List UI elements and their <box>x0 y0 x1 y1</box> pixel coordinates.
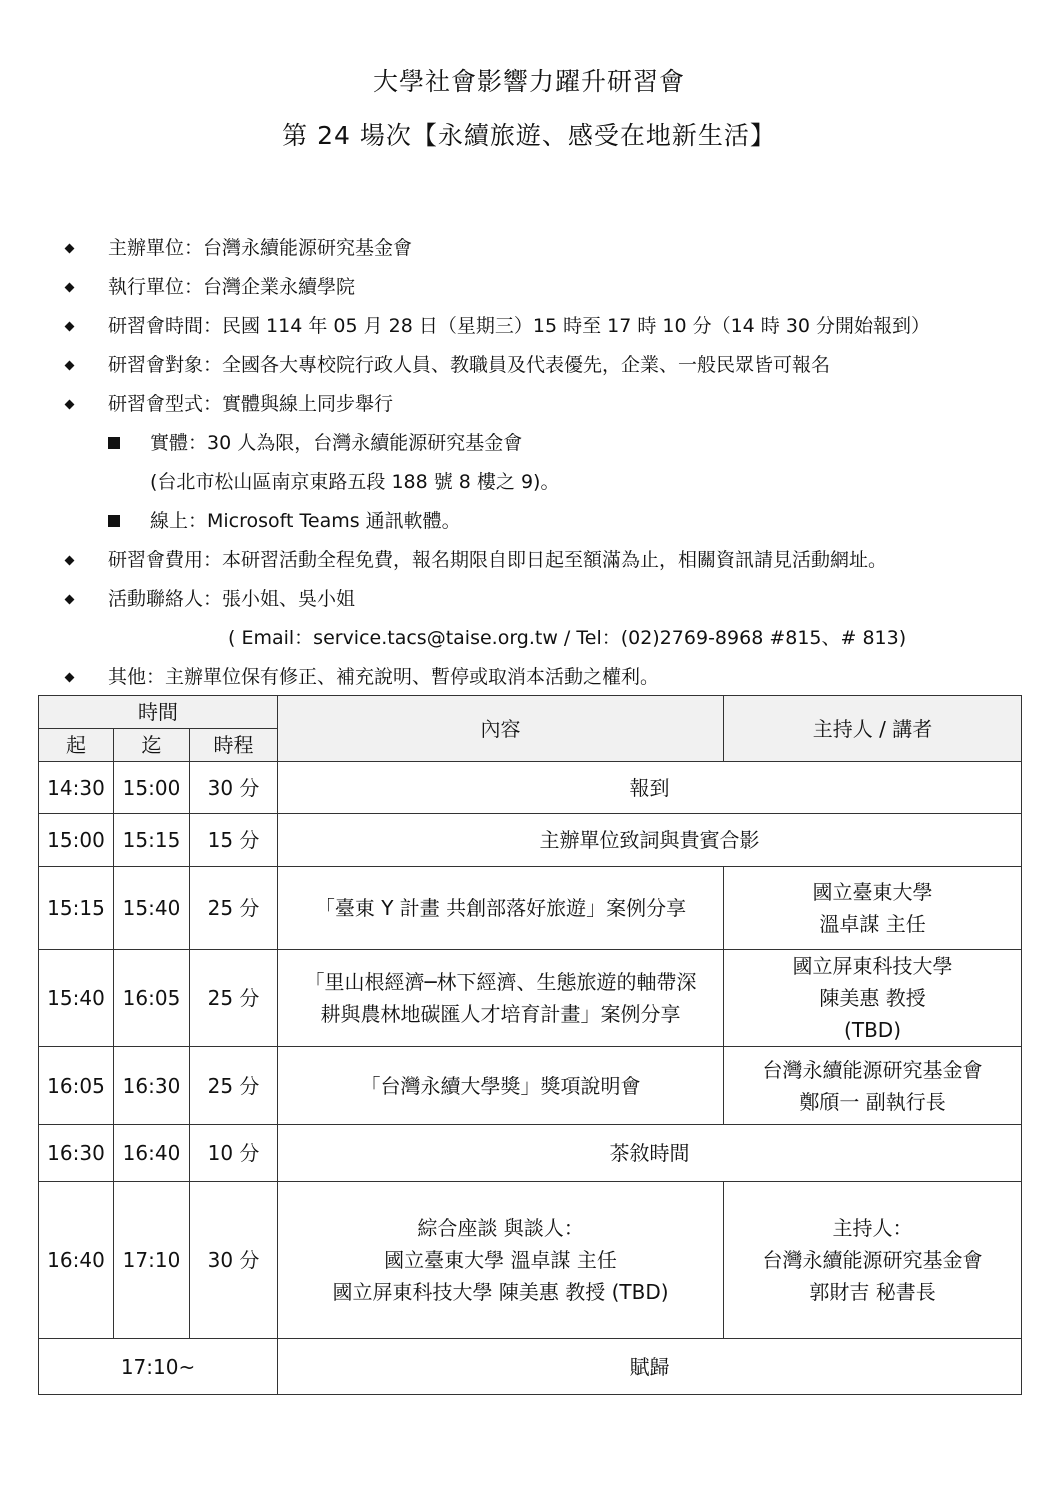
cell-end: 16:30 <box>114 1047 190 1125</box>
table-row <box>39 1047 1022 1125</box>
cell-duration: 30 分 <box>190 762 278 814</box>
info-time: 研習會時間：民國 114 年 05 月 28 日（星期三）15 時至 17 時 10 分（14 時 30 分開始報到） <box>0 311 1058 341</box>
bullet-diamond-icon <box>65 556 75 566</box>
cell-duration: 25 分 <box>190 1047 278 1125</box>
info-physical-address: (台北市松山區南京東路五段 188 號 8 樓之 9)。 <box>150 471 560 493</box>
cell-duration: 10 分 <box>190 1125 278 1182</box>
header-time: 時間 <box>39 696 278 729</box>
info-physical: 實體：30 人為限，台灣永續能源研究基金會 <box>0 428 1058 458</box>
cell-content: 賦歸 <box>278 1339 1022 1395</box>
cell-duration: 15 分 <box>190 814 278 867</box>
bullet-diamond-icon <box>65 244 75 254</box>
cell-start: 16:30 <box>39 1125 114 1182</box>
table-row <box>39 814 1022 867</box>
table-row <box>39 1182 1022 1339</box>
bullet-diamond-icon <box>65 673 75 683</box>
cell-host: 國立屏東科技大學 陳美惠 教授 (TBD) <box>724 950 1022 1047</box>
cell-host: 主持人： 台灣永續能源研究基金會 郭財吉 秘書長 <box>724 1182 1022 1339</box>
bullet-square-icon <box>108 437 120 449</box>
table-header-row <box>39 696 1022 729</box>
cell-duration: 25 分 <box>190 950 278 1047</box>
info-contact-detail: ( Email：service.tacs@taise.org.tw / Tel：(02)2769-8968 #815、# 813) <box>228 627 907 649</box>
cell-start: 15:00 <box>39 814 114 867</box>
info-contact: 活動聯絡人：張小姐、吳小姐 <box>0 584 1058 614</box>
table-row <box>39 762 1022 814</box>
cell-end: 16:40 <box>114 1125 190 1182</box>
table-row <box>39 867 1022 950</box>
cell-start: 16:40 <box>39 1182 114 1339</box>
header-start: 起 <box>39 729 114 762</box>
cell-host: 台灣永續能源研究基金會 鄭頎一 副執行長 <box>724 1047 1022 1125</box>
page-title: 大學社會影響力躍升研習會 <box>372 67 685 96</box>
header-content: 內容 <box>278 696 724 762</box>
info-online: 線上：Microsoft Teams 通訊軟體。 <box>0 506 1058 536</box>
cell-start: 14:30 <box>39 762 114 814</box>
info-audience: 研習會對象：全國各大專校院行政人員、教職員及代表優先，企業、一般民眾皆可報名 <box>0 350 1058 380</box>
table-row <box>39 950 1022 1047</box>
cell-start: 15:15 <box>39 867 114 950</box>
cell-content: 「里山根經濟─林下經濟、生態旅遊的軸帶深 耕與農林地碳匯人才培育計畫」案例分享 <box>278 950 724 1047</box>
cell-end: 15:15 <box>114 814 190 867</box>
cell-content: 「台灣永續大學獎」獎項說明會 <box>278 1047 724 1125</box>
cell-start: 15:40 <box>39 950 114 1047</box>
bullet-diamond-icon <box>65 283 75 293</box>
cell-host: 國立臺東大學 溫卓謀 主任 <box>724 867 1022 950</box>
cell-duration: 30 分 <box>190 1182 278 1339</box>
info-fee: 研習會費用：本研習活動全程免費，報名期限自即日起至額滿為止，相關資訊請見活動網址。 <box>0 545 1058 575</box>
info-other: 其他：主辦單位保有修正、補充說明、暫停或取消本活動之權利。 <box>0 662 1058 692</box>
cell-content: 報到 <box>278 762 1022 814</box>
table-row <box>39 1125 1022 1182</box>
bullet-diamond-icon <box>65 322 75 332</box>
bullet-diamond-icon <box>65 400 75 410</box>
page-subtitle: 第 24 場次【永續旅遊、感受在地新生活】 <box>282 121 776 150</box>
bullet-diamond-icon <box>65 595 75 605</box>
schedule-table <box>38 695 1022 1395</box>
cell-start: 16:05 <box>39 1047 114 1125</box>
cell-start: 17:10~ <box>39 1339 278 1395</box>
cell-content: 主辦單位致詞與貴賓合影 <box>278 814 1022 867</box>
table-row <box>39 1339 1022 1395</box>
cell-content: 茶敘時間 <box>278 1125 1022 1182</box>
header-end: 迄 <box>114 729 190 762</box>
cell-duration: 25 分 <box>190 867 278 950</box>
cell-content: 綜合座談 與談人： 國立臺東大學 溫卓謀 主任 國立屏東科技大學 陳美惠 教授 (TBD) <box>278 1182 724 1339</box>
bullet-diamond-icon <box>65 361 75 371</box>
bullet-square-icon <box>108 515 120 527</box>
cell-end: 15:00 <box>114 762 190 814</box>
cell-end: 16:05 <box>114 950 190 1047</box>
info-executor: 執行單位：台灣企業永續學院 <box>0 272 1058 302</box>
header-duration: 時程 <box>190 729 278 762</box>
info-organizer: 主辦單位：台灣永續能源研究基金會 <box>0 233 1058 263</box>
cell-end: 17:10 <box>114 1182 190 1339</box>
header-host: 主持人 / 講者 <box>724 696 1022 762</box>
cell-end: 15:40 <box>114 867 190 950</box>
cell-content: 「臺東 Y 計畫 共創部落好旅遊」案例分享 <box>278 867 724 950</box>
info-format: 研習會型式：實體與線上同步舉行 <box>0 389 1058 419</box>
